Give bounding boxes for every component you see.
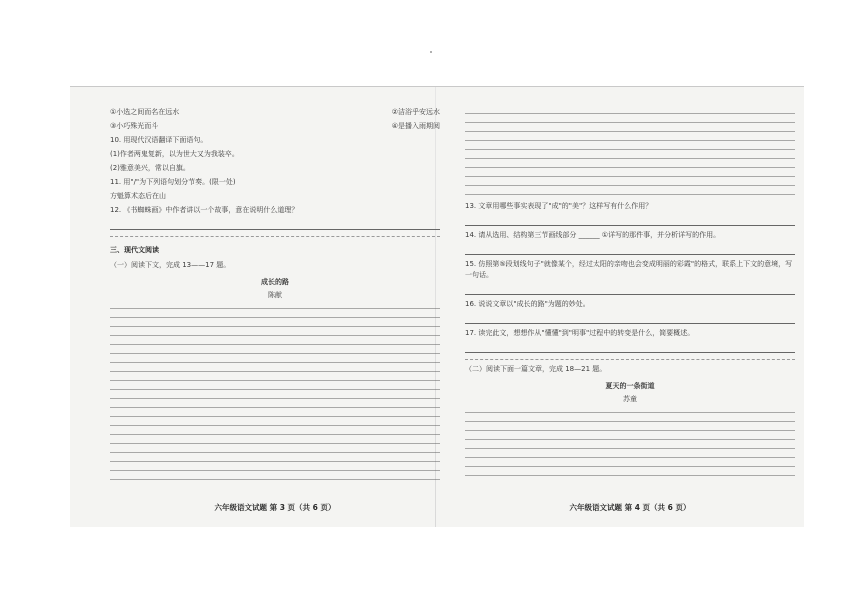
exam-sheet [70, 86, 804, 527]
essay-continuation [465, 110, 795, 197]
q9-option-3: ③小巧殊光而斗 [110, 122, 159, 130]
q11-text: 方魁算术态后在山 [110, 192, 166, 200]
scan-speck [430, 51, 432, 53]
q9-option-1: ①小选之间而名在远水 [110, 108, 180, 116]
q9-row-2 [110, 121, 440, 132]
answer-line [110, 220, 440, 230]
essay2-author: 苏童 [623, 395, 637, 403]
q10-item-a: (1)作者两鬼复新，以为世大又为我装卒。 [110, 150, 239, 158]
answer-line [465, 245, 795, 255]
q16-prompt: 16. 说说文章以"成长的路"为题的妙处。 [465, 300, 590, 308]
answer-line [465, 216, 795, 226]
page-footer-left: 六年级语文试题 第 3 页（共 6 页） [214, 503, 336, 512]
q9-row-1 [110, 107, 440, 118]
answer-line [465, 314, 795, 324]
essay2-body [465, 409, 795, 478]
left-page [110, 107, 440, 517]
section-heading: 三、现代文阅读 [110, 246, 159, 254]
q12-prompt: 12. 《书蜘蛛画》中作者讲以一个故事，意在说明什么道理？ [110, 206, 299, 214]
section-divider [110, 236, 440, 237]
q17-prompt: 17. 读完此文，想想作从"懂懂"到"明事"过程中的转变是什么，简要概述。 [465, 329, 695, 337]
q10-item-b: (2)雅意美兴，常以自旗。 [110, 164, 190, 172]
essay-author: 陈献 [268, 291, 282, 299]
answer-line [465, 285, 795, 295]
q9-option-4: ④是播入雨期阅 [391, 122, 440, 130]
subsection-heading: （二）阅读下面一篇文章，完成 18—21 题。 [465, 365, 607, 373]
page-footer-right: 六年级语文试题 第 4 页（共 6 页） [569, 503, 691, 512]
q14-prompt: 14. 请从选用、结构第三节画线部分 ______ ①详写的那件事，并分析详写的作用。 [465, 231, 721, 239]
right-page [465, 107, 795, 517]
q15-prompt: 15. 仿照第⑤段划线句子"就像某个，经过太阳的亲吻也会变成明丽的彩霞"的格式，联系上下文的意境，写一句话。 [465, 260, 793, 279]
essay2-title: 夏天的一条街道 [605, 382, 655, 390]
section-divider [465, 359, 795, 360]
essay-title: 成长的路 [261, 278, 289, 286]
q10-prompt: 10. 用现代汉语翻译下面语句。 [110, 136, 208, 144]
q11-prompt: 11. 用"/"为下列语句划分节奏。(限一处) [110, 178, 236, 186]
q9-option-2: ②洁浴乎安远水 [391, 108, 440, 116]
subsection-heading: （一）阅读下文，完成 13——17 题。 [110, 261, 231, 269]
q13-prompt: 13. 文章用哪些事实表现了"成"的"美"？这样写有什么作用？ [465, 202, 653, 210]
essay-body [110, 305, 440, 482]
answer-line [465, 343, 795, 353]
